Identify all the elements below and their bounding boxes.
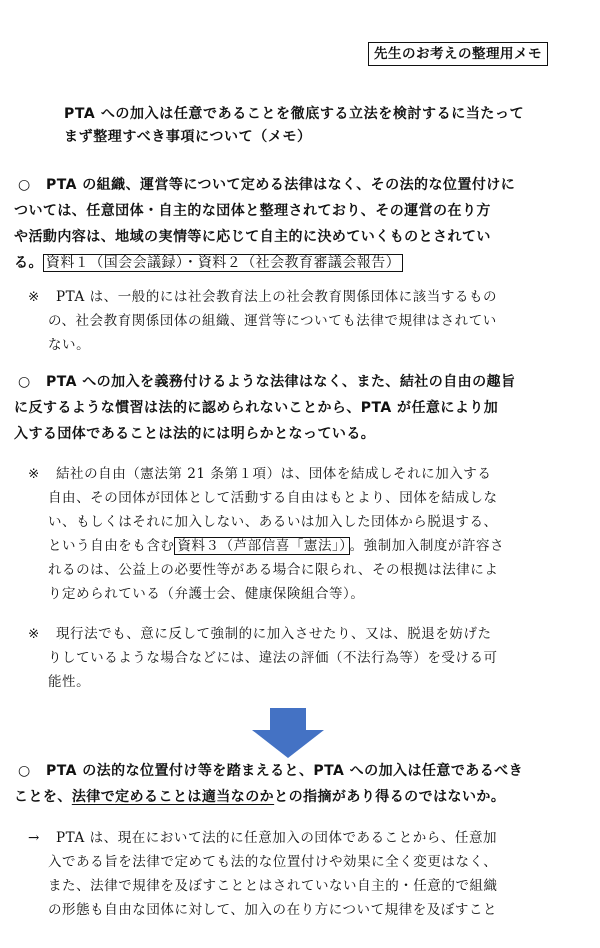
title-line-1: PTA への加入は任意であることを徹底する立法を検討するに当たって [64, 106, 525, 122]
note-line: という自由をも含む 資料３（芦部信喜「憲法」） 。強制加入制度が許容さ [48, 538, 505, 554]
asterisk-mark-icon: ※ [28, 626, 40, 642]
reference-box: 資料１（国会会議録）・資料２（社会教育審議会報告） [43, 254, 403, 272]
document-title [64, 103, 544, 149]
section-1-line: ○ PTA の組織、運営等について定める法律はなく、その法的な位置付けに [0, 172, 600, 198]
note-line: ※ 現行法でも、意に反して強制的に加入させたり、又は、脱退を妨げた [0, 622, 600, 646]
note-line: 入である旨を法律で定めても法的な位置付けや効果に全く変更はなく、 [48, 854, 498, 870]
section-2-line: ○ PTA への加入を義務付けるような法律はなく、また、結社の自由の趣旨 [0, 369, 600, 395]
note-line: の、社会教育関係団体の組織、運営等についても法律で規律はされてい [48, 313, 497, 329]
circle-bullet-icon: ○ [18, 374, 31, 390]
note-line: ※ PTA は、一般的には社会教育法上の社会教育関係団体に該当するもの [0, 285, 600, 309]
right-arrow-icon: → [28, 830, 40, 846]
section-1-line: ついては、任意団体・自主的な団体と整理されており、その運営の在り方 [14, 203, 491, 219]
note-line: ない。 [48, 337, 91, 353]
section-2-note-2 [0, 622, 600, 694]
circle-bullet-icon: ○ [18, 177, 31, 193]
note-line: りしているような場合などには、違法の評価（不法行為等）を受ける可 [48, 650, 498, 666]
note-line: れるのは、公益上の必要性等がある場合に限られ、その根拠は法律によ [48, 562, 499, 578]
note-line: 自由、その団体が団体として活動する自由はもとより、団体を結成しな [48, 490, 498, 506]
circle-bullet-icon: ○ [18, 763, 31, 779]
title-line-2: まず整理すべき事項について（メモ） [64, 129, 312, 145]
section-1 [0, 172, 600, 276]
note-line: 能性。 [48, 674, 91, 690]
section-3-note [0, 826, 600, 922]
section-2 [0, 369, 600, 447]
note-line: い、もしくはそれに加入しない、あるいは加入した団体から脱退する、 [48, 514, 498, 530]
asterisk-mark-icon: ※ [28, 466, 40, 482]
section-3 [0, 758, 600, 810]
section-3-line: ことを、法律で定めることは適当なのかとの指摘があり得るのではないか。 [14, 789, 506, 805]
asterisk-mark-icon: ※ [28, 289, 40, 305]
memo-tag: 先生のお考えの整理用メモ [368, 42, 548, 66]
section-1-note [0, 285, 600, 357]
section-2-line: 入する団体であることは法的には明らかとなっている。 [14, 426, 376, 442]
note-line: ※ 結社の自由（憲法第 21 条第１項）は、団体を結成しそれに加入する [0, 462, 600, 486]
note-line: → PTA は、現在において法的に任意加入の団体であることから、任意加 [0, 826, 600, 850]
section-1-line: や活動内容は、地域の実情等に応じて自主的に決めていくものとされてい [14, 229, 491, 245]
reference-box: 資料３（芦部信喜「憲法」） [174, 537, 349, 555]
down-arrow-icon [252, 708, 324, 758]
note-line: の形態も自由な団体に対して、加入の在り方について規律を及ぼすこと [48, 902, 498, 918]
section-2-line: に反するような慣習は法的に認められないことから、PTA が任意により加 [14, 400, 499, 416]
note-line: また、法律で規律を及ぼすこととはされていない自主的・任意的で組織 [48, 878, 498, 894]
section-1-line: る。 資料１（国会会議録）・資料２（社会教育審議会報告） [0, 250, 600, 276]
section-2-note-1 [0, 462, 600, 606]
section-3-line: ○ PTA の法的な位置付け等を踏まえると、PTA への加入は任意であるべき [0, 758, 600, 784]
underlined-phrase: 法律で定めることは適当なのか [71, 789, 275, 805]
note-line: り定められている（弁護士会、健康保険組合等）。 [48, 586, 365, 602]
